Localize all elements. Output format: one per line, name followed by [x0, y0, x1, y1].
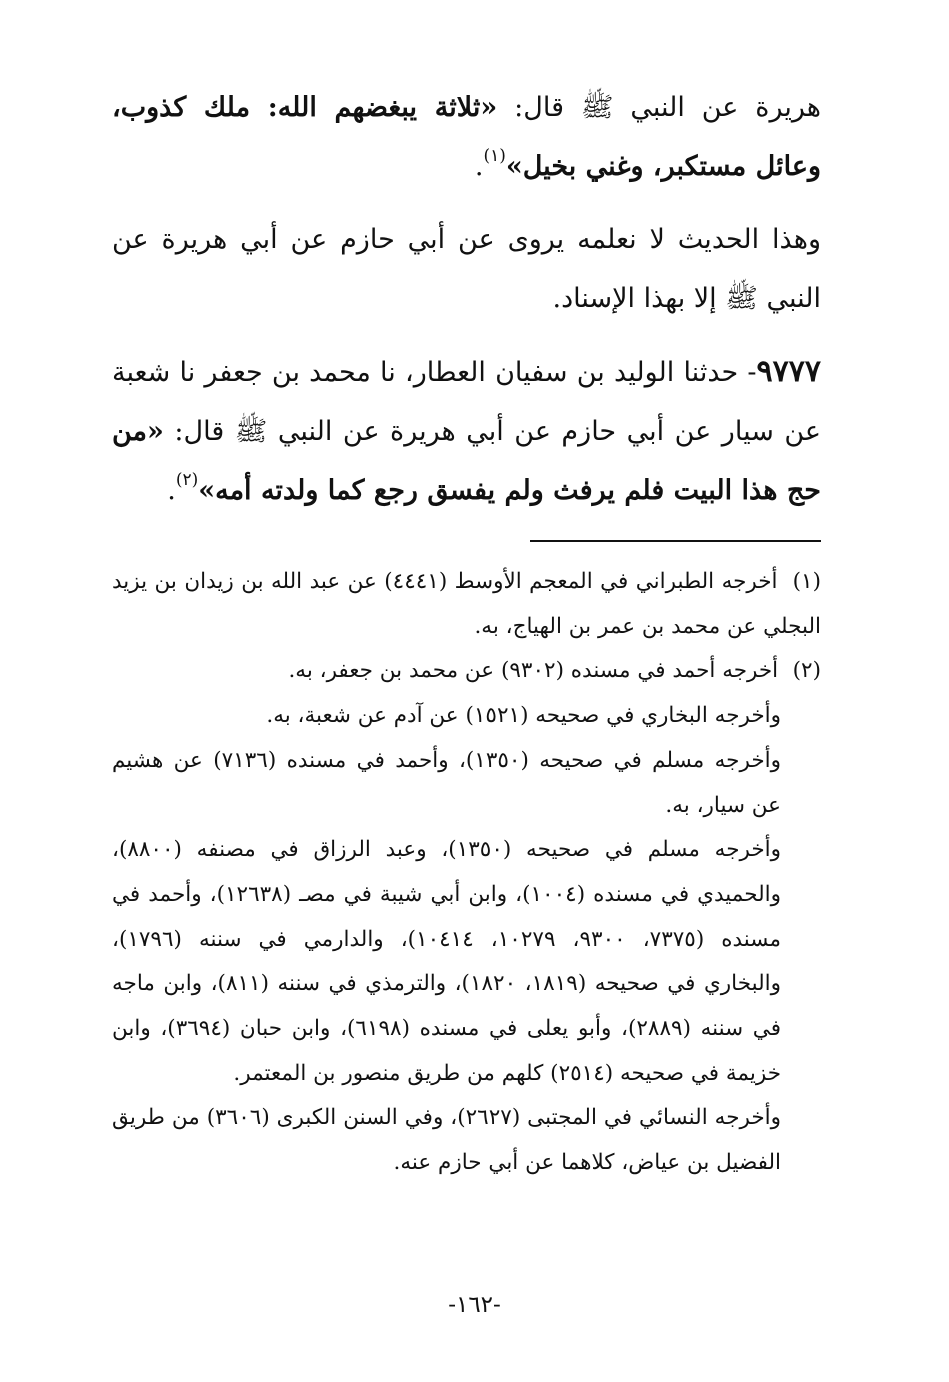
main-text: [112, 78, 821, 534]
page-number: -١٦٢-: [448, 1292, 501, 1318]
hadith-number: ٩٧٧٧: [756, 354, 821, 389]
footnote-separator: [530, 540, 821, 542]
footnote-number: (٢): [792, 658, 821, 684]
hadith-paragraph-continued: هريرة عن النبي ﷺ قال: «ثلاثة يبغضهم الله: ملك كذوب، وعائل مستكبر، وغني بخيل»$^{(١)}$.: [112, 92, 821, 182]
footnote-1: [112, 560, 821, 649]
footnotes: [112, 560, 821, 1186]
footnote-2: [112, 649, 821, 694]
commentary-paragraph: وهذا الحديث لا نعلمه يروى عن أبي حازم عن أبي هريرة عن النبي ﷺ إلا بهذا الإسناد.: [112, 224, 821, 314]
isnad-text: - حدثنا الوليد بن سفيان العطار، نا محمد بن جعفر نا شعبة عن سيار عن أبي حازم عن أبي هريرة عن النبي ﷺ قال:: [112, 357, 821, 447]
hadith-paragraph: ٩٧٧٧- حدثنا الوليد بن سفيان العطار، نا محمد بن جعفر نا شعبة عن سيار عن أبي حازم عن أبي هريرة عن النبي ﷺ قال: «من حج هذا البيت فلم يرفث ولم يفسق رجع كما ولدته أمه»$^{(٢)}$.: [112, 354, 821, 506]
footnote-2-bukhari: وأخرجه البخاري في صحيحه (١٥٢١) عن آدم عن شعبة، به.: [266, 703, 781, 729]
footnote-number: (١): [792, 569, 821, 594]
footnote-2-muslim-hushaym: وأخرجه مسلم في صحيحه (١٣٥٠)، وأحمد في مسنده (٧١٣٦) عن هشيم عن سيار، به.: [112, 747, 781, 818]
footnote-ref: (١): [483, 146, 506, 166]
hadith-text: «ثلاثة يبغضهم الله: ملك كذوب، وعائل مستكبر، وغني بخيل»: [112, 92, 821, 182]
footnote-text: أخرجه أحمد في مسنده (٩٣٠٢) عن محمد بن جعفر، به.: [288, 658, 779, 684]
narration-text: هريرة عن النبي ﷺ قال:: [497, 92, 821, 123]
footnote-ref: (٢): [175, 470, 199, 490]
footnote-text: أخرجه الطبراني في المعجم الأوسط (٤٤٤١) عن عبد الله بن زيدان بن يزيد البجلي عن محمد بن عمر بن الهياج، به.: [112, 569, 821, 639]
footnote-2-nasai: وأخرجه النسائي في المجتبى (٢٦٢٧)، وفي السنن الكبرى (٣٦٠٦) من طريق الفضيل بن عياض، كلاهما عن أبي حازم عنه.: [112, 1105, 781, 1176]
hadith-text: «من حج هذا البيت فلم يرفث ولم يفسق رجع كما ولدته أمه»: [112, 416, 821, 506]
footnote-2-mansur: وأخرجه مسلم في صحيحه (١٣٥٠)، وعبد الرزاق في مصنفه (٨٨٠٠)، والحميدي في مسنده (١٠٠٤)، وابن أبي شيبة في مصـ (١٢٦٣٨)، وأحمد في مسنده (٧٣٧٥، ٩٣٠٠، ١٠٢٧٩، ١٠٤١٤)، والدارمي في سننه (١٧٩٦)، والبخاري في صحيحه (١٨١٩، ١٨٢٠)، والترمذي في سننه (٨١١)، وابن ماجه في سننه (٢٨٨٩)، وأبو يعلى في مسنده (٦١٩٨)، وابن حبان (٣٦٩٤)، وابن خزيمة في صحيحه (٢٥١٤) كلهم من طريق منصور بن المعتمر.: [112, 837, 782, 1086]
